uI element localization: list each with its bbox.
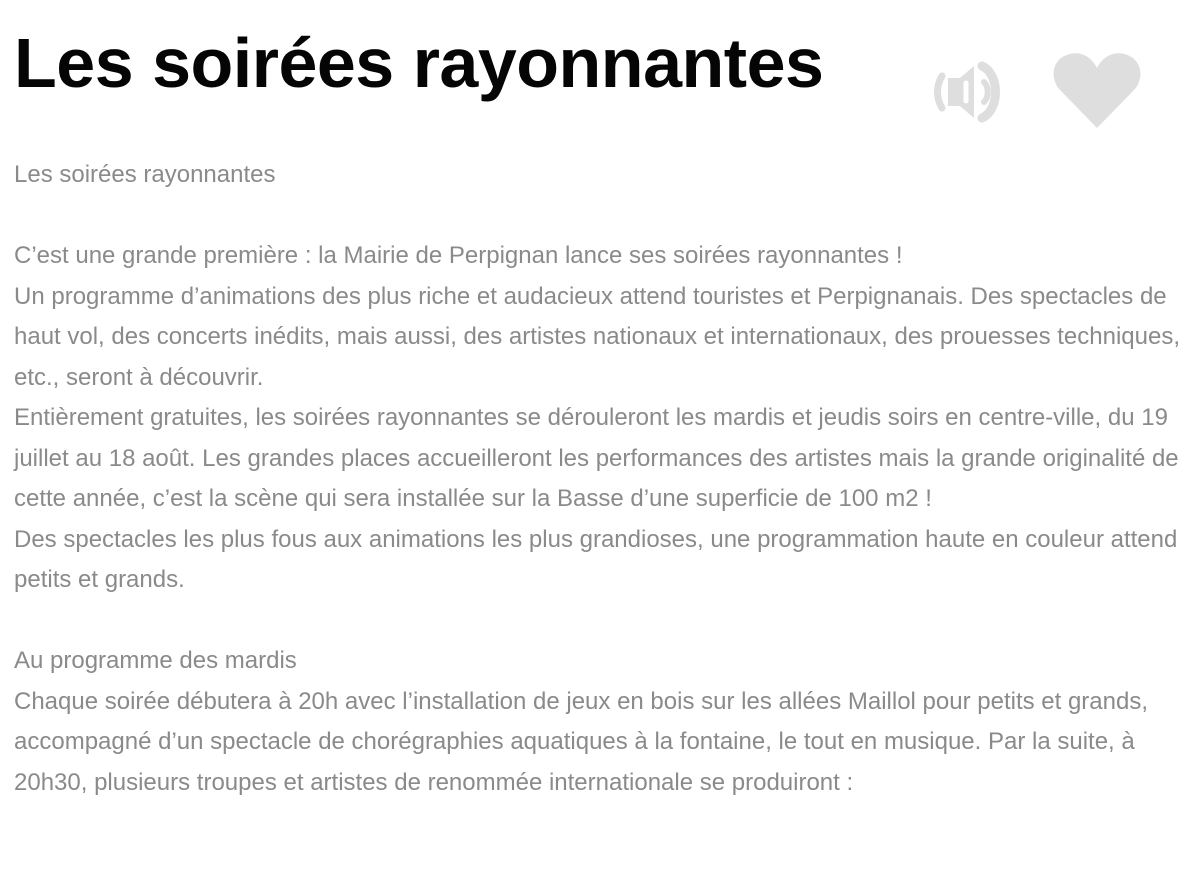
- section-heading: Au programme des mardis: [14, 647, 297, 674]
- heart-icon: [1052, 48, 1142, 130]
- intro-paragraph: Un programme d’animations des plus riche et audacieux attend touristes et Perpignanais. Des spectacles de haut vol, des concerts inédits, mais aussi, des artistes nationaux et internationaux, des prouesses techniques, etc., seront à découvrir.: [14, 282, 1180, 391]
- favorite-button[interactable]: [1052, 48, 1142, 130]
- intro-paragraph: C’est une grande première : la Mairie de Perpignan lance ses soirées rayonnantes !: [14, 242, 903, 269]
- paragraph-spacer: [14, 196, 1186, 237]
- paragraph-spacer: [14, 601, 1186, 642]
- article-subtitle: Les soirées rayonnantes: [14, 161, 276, 188]
- section-paragraph: Chaque soirée débutera à 20h avec l’installation de jeux en bois sur les allées Maillol pour petits et grands, accompagné d’un spectacle de chorégraphies aquatiques à la fontaine, le tout en musique. Par la suite, à 20h30, plusieurs troupes et artistes de renommée internationale se produiront :: [14, 687, 1149, 796]
- page-title: Les soirées rayonnantes: [14, 24, 824, 102]
- intro-paragraph: Entièrement gratuites, les soirées rayonnantes se dérouleront les mardis et jeudis soirs en centre-ville, du 19 juillet au 18 août. Les grandes places accueilleront les performances des artistes mais la grande originalité de cette année, c’est la scène qui sera installée sur la Basse d’une superficie de 100 m2 !: [14, 404, 1179, 512]
- article-actions: [934, 48, 1142, 130]
- speaker-icon: [934, 48, 1016, 130]
- article-header: [14, 18, 1186, 118]
- article-body: [14, 155, 1186, 803]
- intro-paragraph: Des spectacles les plus fous aux animations les plus grandioses, une programmation haute en couleur attend petits et grands.: [14, 525, 1178, 593]
- listen-button[interactable]: [934, 48, 1016, 130]
